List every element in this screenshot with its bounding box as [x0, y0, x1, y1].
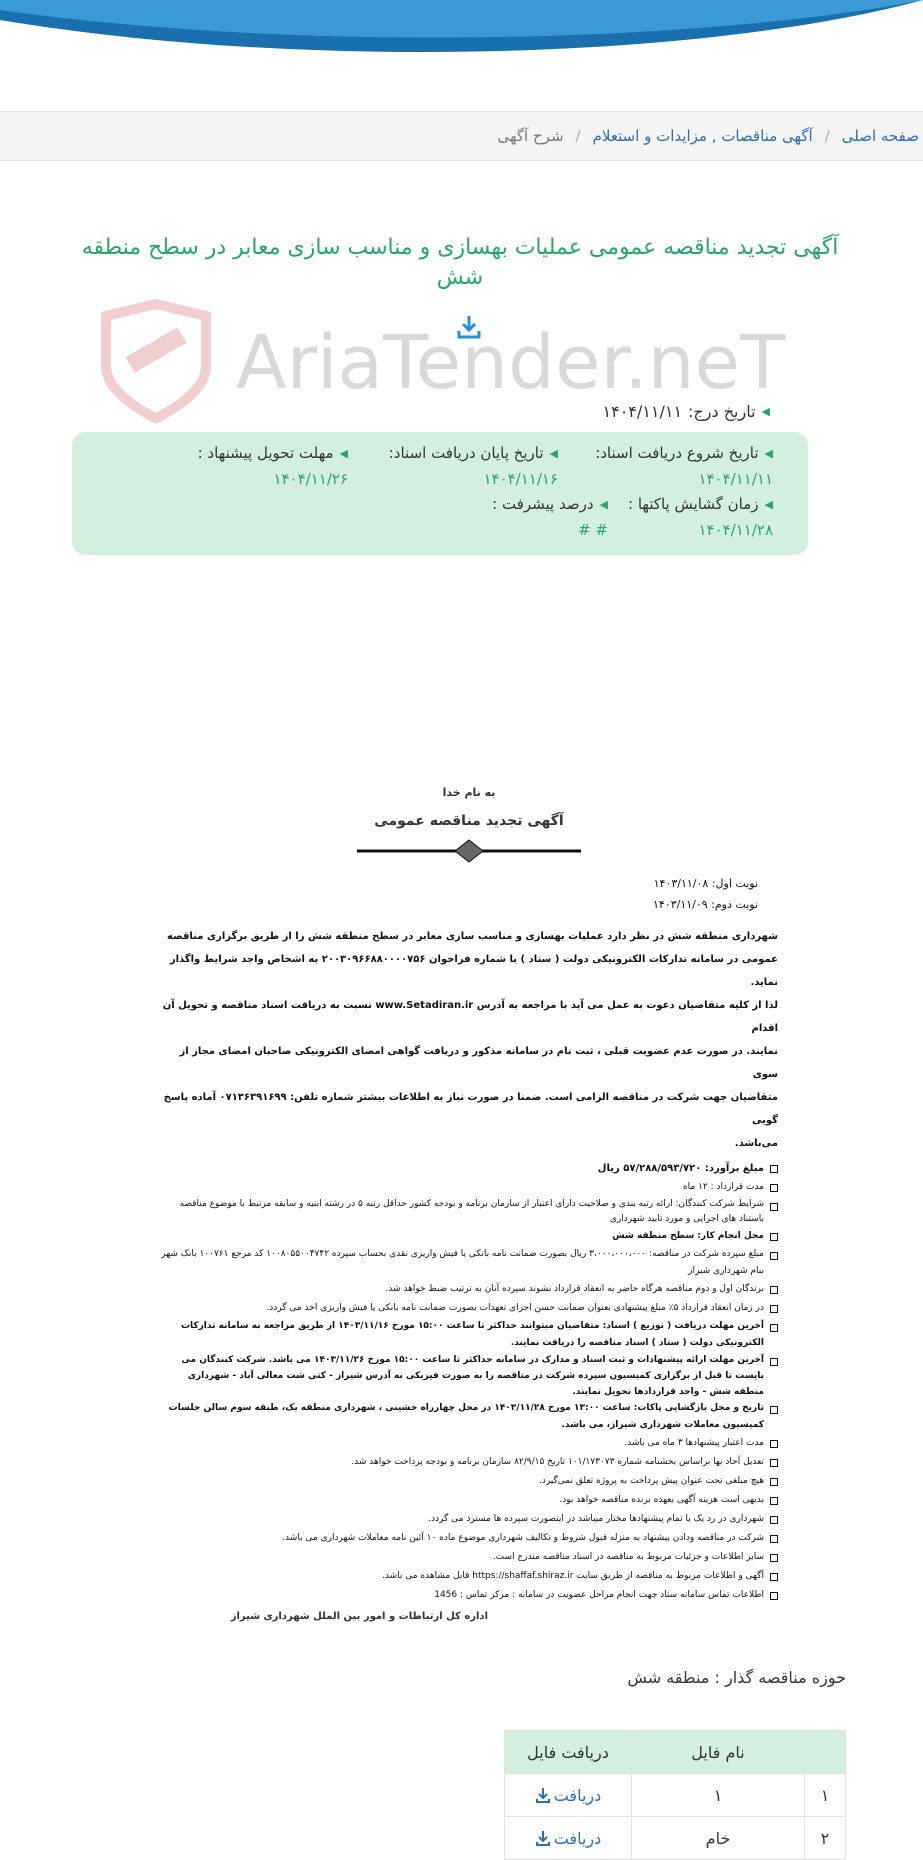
info-deadline-label: مهلت تحویل پیشنهاد :	[197, 444, 334, 462]
doc-list-item: مبلغ برآورد: ۵۷/۲۸۸/۵۹۳/۷۲۰ ریال	[160, 1159, 778, 1178]
doc-intro-line: متقاضیان جهت شرکت در مناقصه الزامی است. ضمنا در صورت نیاز به اطلاعات بیشتر شماره تلفن: ۰۷۱۳۶۳۹۱۶۹۹ آماده پاسخ گویی	[163, 1092, 778, 1126]
info-end-value: ۱۴۰۴/۱۱/۱۶	[483, 470, 558, 488]
arrow-left-icon: ◀	[764, 497, 773, 511]
doc-list-item: تاریخ و محل بازگشایی پاکات: ساعت ۱۳:۰۰ مورخ ۱۴۰۳/۱۱/۲۸ در محل چهارراه خشینی ، شهرداری منطقه یک، طبقه سوم سالن جلسات کمیسیون معاملات شهرداری شیراز، می باشد.	[160, 1400, 778, 1434]
doc-list-item: شرایط شرکت کنندگان: ارائه رتبه بندی و صلاحیت دارای اعتبار از سازمان برنامه و بودجه کشور حداقل رتبه ۵ در رشته ابنیه و سابقه مرتبط با موضوع مناقصه باستناد های اجرایی و مورد تایید شهرداری	[160, 1197, 778, 1227]
table-header-index	[805, 1731, 846, 1774]
organizer-label: حوزه مناقصه گذار :	[714, 1668, 846, 1687]
doc-divider	[357, 839, 581, 863]
doc-items-list	[160, 1159, 778, 1605]
info-progress-label: درصد پیشرفت :	[492, 495, 594, 513]
page-title: آگهی تجدید مناقصه عمومی عملیات بهسازی و مناسب سازی معابر در سطح منطقه شش	[81, 235, 839, 290]
arrow-left-icon: ◀	[599, 497, 608, 511]
tender-document-image	[160, 770, 778, 1620]
file-download-label: دریافت	[553, 1828, 602, 1848]
arrow-left-icon: ◀	[761, 405, 770, 418]
info-deadline-value: ۱۴۰۴/۱۱/۲۶	[273, 470, 348, 488]
breadcrumb-separator: /	[824, 127, 830, 145]
post-date	[603, 402, 771, 421]
breadcrumb-home-link[interactable]: صفحه اصلی	[841, 127, 919, 145]
doc-second-notice: نوبت دوم: ۱۴۰۳/۱۱/۰۹	[652, 898, 758, 911]
files-table	[504, 1730, 846, 1860]
info-start-date	[595, 444, 773, 488]
info-deadline	[198, 444, 348, 488]
table-header-download: دریافت فایل	[505, 1731, 632, 1774]
file-name: خام	[632, 1817, 805, 1860]
doc-list-item: مدت قرارداد : ۱۲ ماه	[160, 1178, 778, 1197]
info-opening-label: زمان گشایش پاکتها :	[628, 495, 759, 513]
info-opening-value: ۱۴۰۴/۱۱/۲۸	[698, 521, 773, 539]
file-name: ۱	[632, 1774, 805, 1817]
watermark-text: AriaTender.neT	[236, 320, 786, 406]
organizer-value: منطقه شش	[627, 1668, 710, 1687]
doc-intro-line: شهرداری منطقه شش در نظر دارد عملیات بهسازی و مناسب سازی معابر در سطح منطقه شش را از طریق برگزاری مناقصه	[166, 931, 778, 942]
download-icon	[535, 1787, 551, 1803]
info-end-date	[389, 444, 558, 488]
doc-intro	[160, 925, 778, 1155]
table-header-file-name: نام فایل	[632, 1731, 805, 1774]
file-download-link[interactable]	[535, 1786, 602, 1805]
doc-list-item: مبلغ سپرده شرکت در مناقصه: ۳،۰۰۰،۰۰۰،۰۰۰ ریال بصورت ضمانت نامه بانکی یا فیش واریزی نقدی بحساب سپرده ۱۰۰۸۰۵۵۰۰۴۷۴۲ کد مرجع ۱۰۰۷۶۱ بانک شهر بنام شهرداری شیراز	[160, 1246, 778, 1280]
doc-list-item: تعدیل آحاد بها براساس بخشنامه شماره ۱۰۱/۱۷۳۰۷۳ تاریخ ۸۲/۹/۱۵ سازمان برنامه و بودجه پرداخت خواهد شد.	[160, 1453, 778, 1472]
breadcrumb-separator: /	[575, 127, 581, 145]
doc-list-item: شرکت در مناقصه ودادن پیشنهاد به منزله قبول شروط و تکالیف شهرداری موضوع ماده ۱۰ آئین نامه معاملات شهرداری می باشد.	[160, 1529, 778, 1548]
doc-list-item: بدیهی است هزینه آگهی بعهده برنده مناقصه خواهد بود.	[160, 1491, 778, 1510]
doc-list-item: سایر اطلاعات و جزئیات مربوط به مناقصه در اسناد مناقصه مندرج است.	[160, 1548, 778, 1567]
download-icon[interactable]	[456, 314, 482, 340]
info-start-label: تاریخ شروع دریافت اسناد:	[595, 444, 759, 462]
tender-info-box	[72, 432, 808, 555]
breadcrumb	[0, 111, 923, 161]
doc-heading: آگهی تجدید مناقصه عمومی	[374, 813, 564, 829]
doc-first-notice: نوبت اول: ۱۴۰۳/۱۱/۰۸	[653, 877, 758, 890]
tender-organizer	[627, 1668, 846, 1687]
doc-bismillah: به نام خدا	[442, 786, 496, 799]
info-start-value: ۱۴۰۴/۱۱/۱۱	[698, 470, 773, 488]
table-row	[505, 1774, 846, 1817]
file-download-link[interactable]	[535, 1829, 602, 1848]
info-progress	[492, 495, 608, 539]
doc-list-item: آخرین مهلت دریافت ( توزیع ) اسناد: متقاضیان میتوانند حداکثر تا ساعت ۱۵:۰۰ مورخ ۱۴۰۳/۱۱/۱۶ از طریق مراجعه به سامانه تدارکات الکترونیکی دولت ( ستاد ) اسناد مناقصه را دریافت نمایند.	[160, 1318, 778, 1352]
arrow-left-icon: ◀	[549, 446, 558, 460]
breadcrumb-section-link[interactable]: آگهی مناقصات , مزایدات و استعلام	[592, 127, 813, 145]
doc-signature: اداره کل ارتباطات و امور بین الملل شهرداری شیراز	[230, 1611, 488, 1622]
file-index: ۱	[805, 1774, 846, 1817]
doc-list-item: آگهی و اطلاعات مربوط به مناقصه از طریق سایت https://shaffaf.shiraz.ir قابل مشاهده می باشد.	[160, 1567, 778, 1586]
info-end-label: تاریخ پایان دریافت اسناد:	[388, 444, 544, 462]
doc-intro-line: نمایند. در صورت عدم عضویت قبلی ، ثبت نام در سامانه مذکور و دریافت گواهی امضای الکترونیکی صاحبان امضای مجاز از سوی	[179, 1046, 778, 1080]
arrow-left-icon: ◀	[339, 446, 348, 460]
file-download-label: دریافت	[553, 1785, 602, 1805]
post-date-label: تاریخ درج:	[688, 402, 756, 421]
info-progress-value: # #	[578, 521, 608, 539]
header-wave	[0, 0, 923, 95]
doc-list-item: برندگان اول و دوم مناقصه هرگاه حاضر به انعقاد قرارداد نشوند سپرده آنان به ترتیب ضبط خواهد شد.	[160, 1280, 778, 1299]
doc-list-item: مدت اعتبار پیشنهادها ۳ ماه می باشد.	[160, 1434, 778, 1453]
doc-list-item: محل انجام کار: سطح منطقه شش	[160, 1227, 778, 1246]
doc-intro-line: عمومی در سامانه تدارکات الکترونیکی دولت ( ستاد ) با شماره فراخوان ۲۰۰۳۰۹۶۶۸۸۰۰۰۰۷۵۶ به اشخاص واجد شرایط واگذار نماید.	[169, 954, 778, 988]
file-download-cell	[505, 1817, 632, 1860]
table-header-row	[505, 1731, 846, 1774]
doc-list-item: اطلاعات تماس سامانه ستاد جهت انجام مراحل عضویت در سامانه : مرکز تماس : 1456	[160, 1586, 778, 1605]
info-opening	[628, 495, 773, 539]
doc-list-item: شهرداری در رد یک یا تمام پیشنهادها مختار میباشد در اینصورت سپرده ها مسترد می گردد.	[160, 1510, 778, 1529]
doc-list-item: در زمان انعقاد قرارداد ۵٪ مبلغ پیشنهادی بعنوان ضمانت حسن اجرای تعهدات بصورت ضمانت نامه بانکی یا فیش واریزی اخذ می گردد.	[160, 1299, 778, 1318]
doc-intro-line: می‌باشد.	[734, 1138, 778, 1149]
breadcrumb-current: شرح آگهی	[497, 127, 564, 145]
doc-list-item: آخرین مهلت ارائه پیشنهادات و ثبت اسناد و مدارک در سامانه حداکثر تا ساعت ۱۵:۰۰ مورخ ۱۴۰۳/۱۱/۲۶ می باشد. شرکت کنندگان می بایست تا قبل از برگزاری کمیسیون سپرده شرکت در مناقصه را به صورت فیزیکی به آدرس شیراز - کتی شت معالی آباد - شهرداری منطقه شش - واحد قراردادها تحویل نمایند.	[160, 1352, 778, 1400]
download-icon	[535, 1830, 551, 1846]
table-row	[505, 1817, 846, 1860]
doc-list-item: هیچ مبلغی تحت عنوان پیش پرداخت به پروژه تعلق نمی‌گیرد.	[160, 1472, 778, 1491]
doc-intro-line: لذا از کلیه متقاضیان دعوت به عمل می آید با مراجعه به آدرس www.Setadiran.ir نسبت به دریافت اسناد مناقصه و تحویل آن اقدام	[162, 1000, 778, 1034]
file-download-cell	[505, 1774, 632, 1817]
post-date-value: ۱۴۰۴/۱۱/۱۱	[602, 402, 683, 421]
file-index: ۲	[805, 1817, 846, 1860]
arrow-left-icon: ◀	[764, 446, 773, 460]
